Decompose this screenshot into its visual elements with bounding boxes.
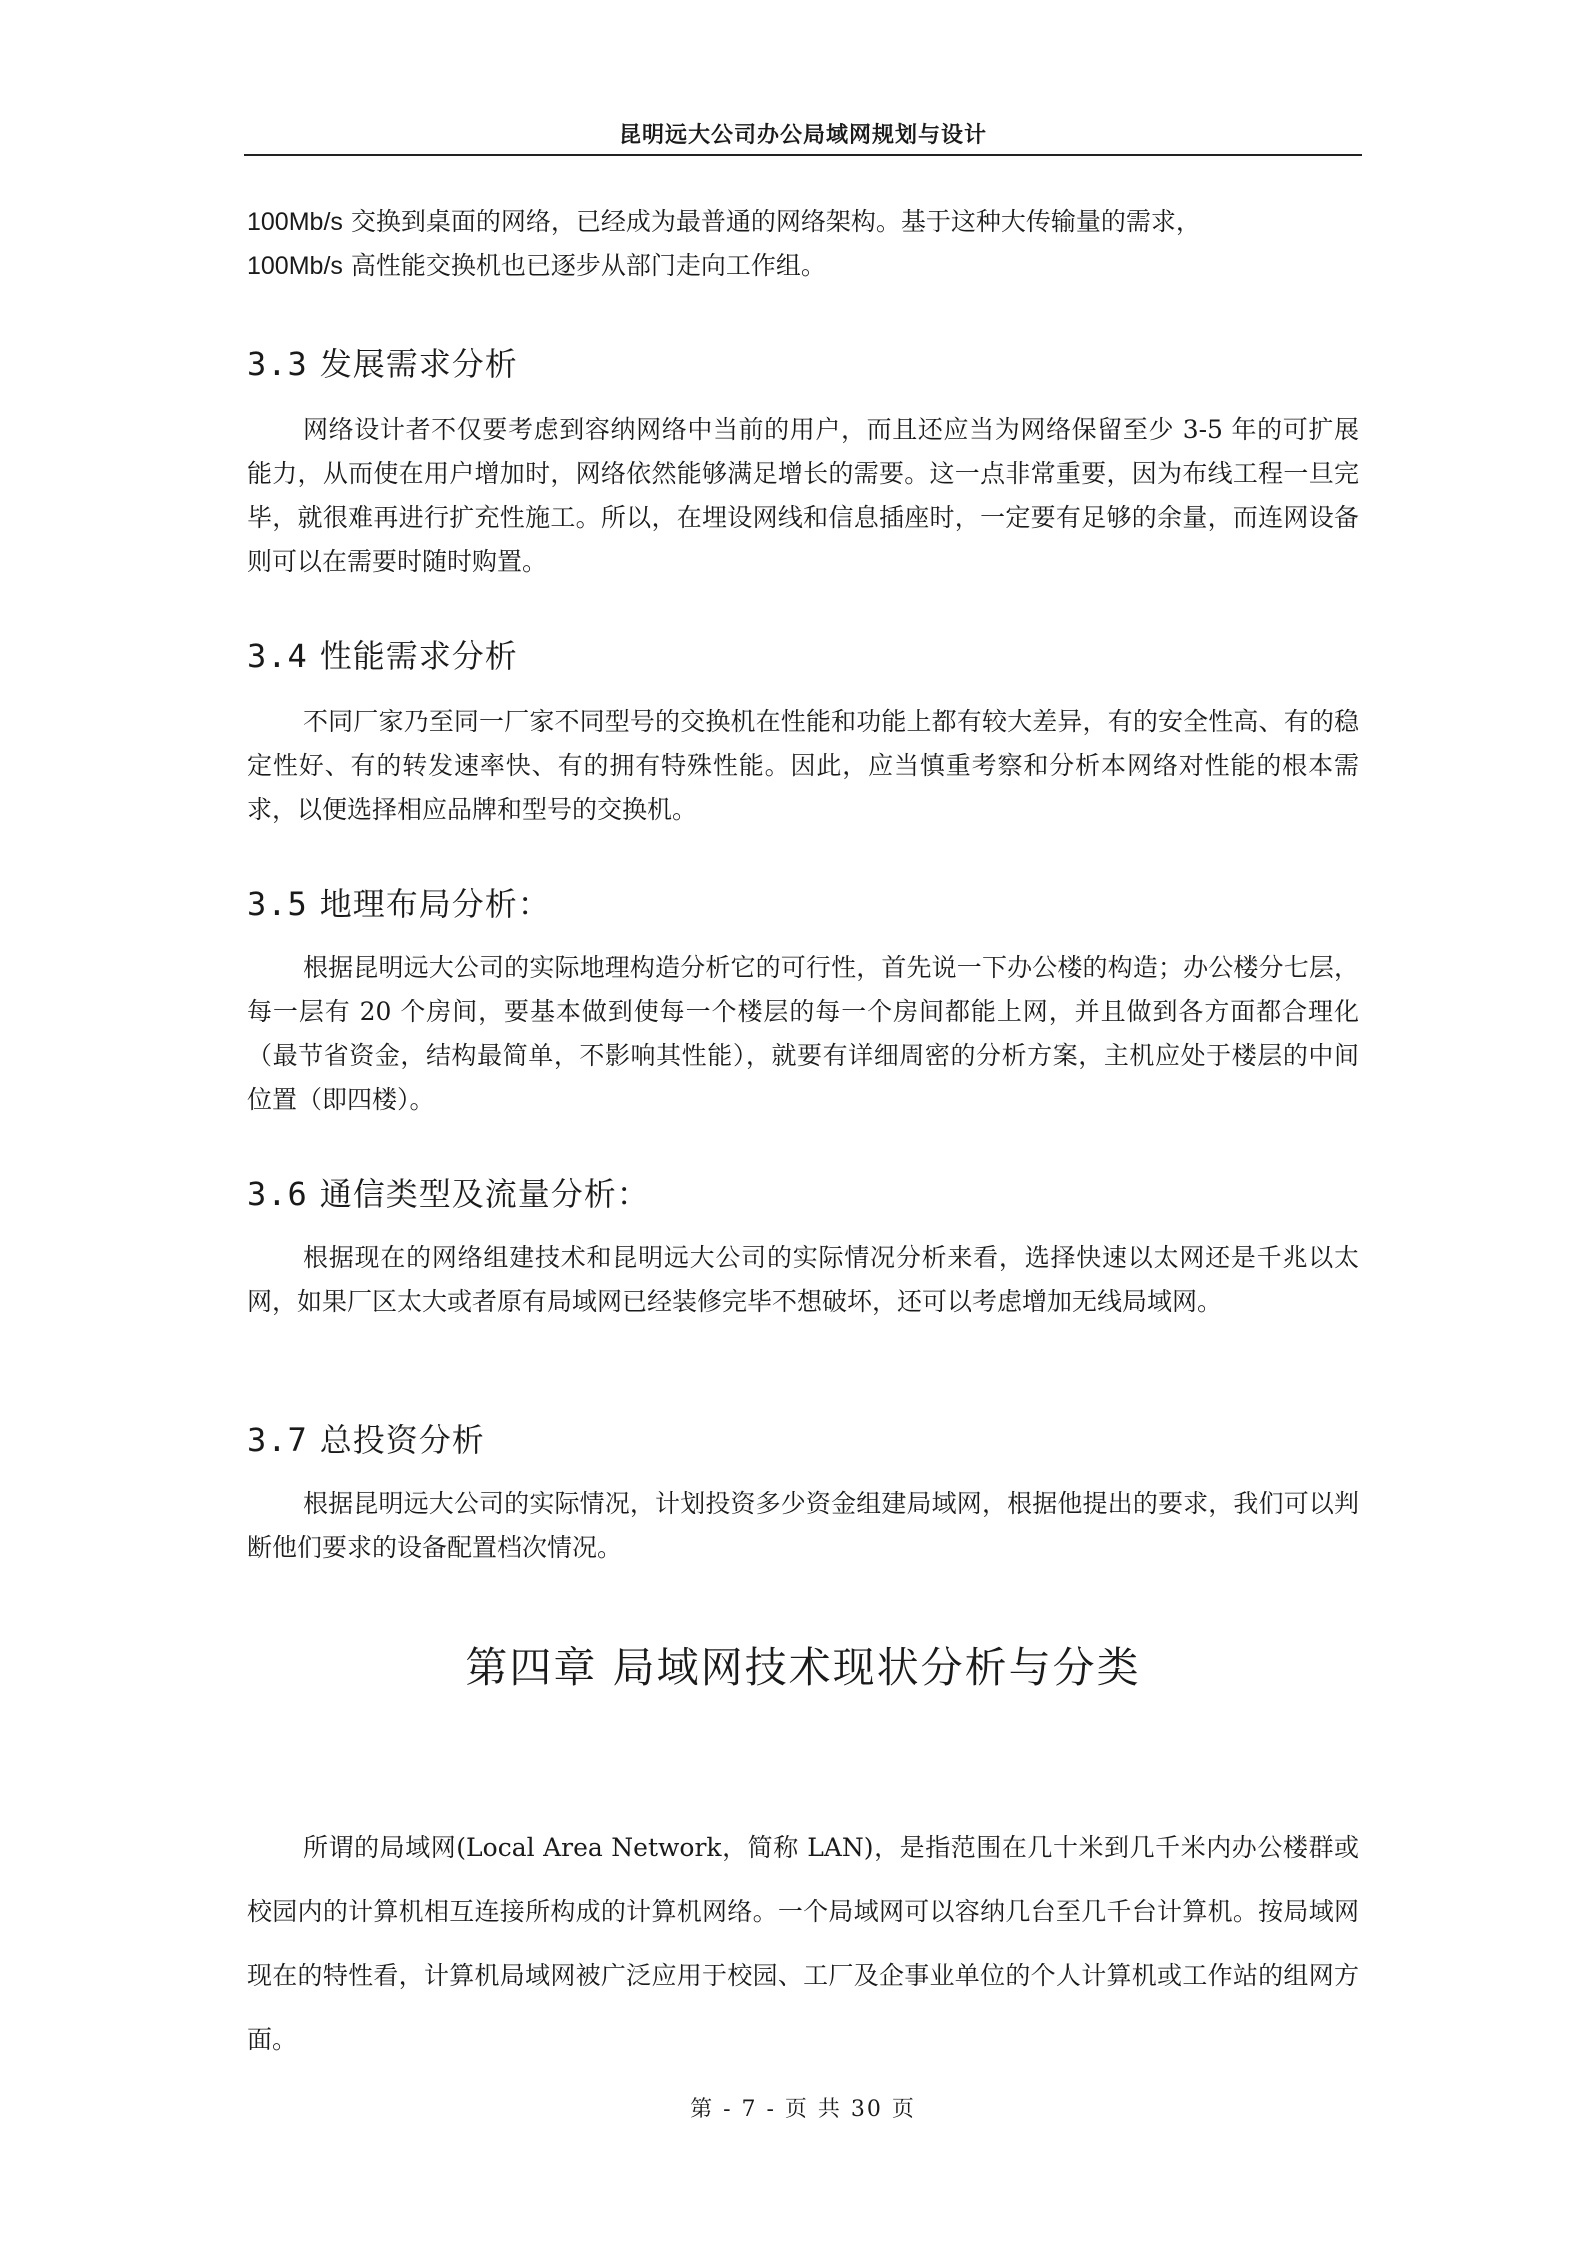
section-heading-3-6 (247, 1174, 1359, 1214)
section-number: 3.7 (247, 1421, 308, 1459)
section-heading-3-3 (247, 344, 1359, 384)
section-heading-3-4 (247, 636, 1359, 676)
section-body-3-7: 根据昆明远大公司的实际情况，计划投资多少资金组建局域网，根据他提出的要求，我们可以判断他们要求的设备配置档次情况。 (247, 1489, 1359, 1562)
section-number: 3.6 (247, 1175, 308, 1213)
section-title: 地理布局分析： (319, 885, 551, 923)
section-title: 发展需求分析 (319, 345, 518, 383)
intro-line1-prefix: 100Mb/s (247, 208, 343, 236)
chapter-paragraph: 所谓的局域网(Local Area Network，简称 LAN)，是指范围在几十米到几千米内办公楼群或校园内的计算机相互连接所构成的计算机网络。一个局域网可以容纳几台至几千台计算机。按局域网现在的特性看，计算机局域网被广泛应用于校园、工厂及企事业单位的个人计算机或工作站的组网方面。 (247, 1833, 1359, 2054)
page-footer: 第 - 7 - 页 共 30 页 (690, 2097, 916, 2122)
intro-line2-prefix: 100Mb/s (247, 252, 343, 280)
section-number: 3.4 (247, 637, 308, 675)
intro-line1-text: 交换到桌面的网络，已经成为最普通的网络架构。基于这种大传输量的需求， (342, 207, 1201, 236)
section-number: 3.3 (247, 345, 308, 383)
header-rule (244, 154, 1362, 156)
section-number: 3.5 (247, 885, 308, 923)
section-heading-3-7 (247, 1420, 1359, 1460)
intro-paragraph (247, 200, 1359, 288)
intro-line2-text: 高性能交换机也已逐步从部门走向工作组。 (342, 251, 826, 280)
section-title: 性能需求分析 (319, 637, 518, 675)
chapter-title: 第四章 局域网技术现状分析与分类 (465, 1643, 1141, 1692)
section-body-3-4: 不同厂家乃至同一厂家不同型号的交换机在性能和功能上都有较大差异，有的安全性高、有的稳定性好、有的转发速率快、有的拥有特殊性能。因此，应当慎重考察和分析本网络对性能的根本需求，以便选择相应品牌和型号的交换机。 (247, 707, 1359, 824)
section-title: 总投资分析 (319, 1421, 485, 1459)
section-body-3-5: 根据昆明远大公司的实际地理构造分析它的可行性，首先说一下办公楼的构造；办公楼分七层，每一层有 20 个房间，要基本做到使每一个楼层的每一个房间都能上网，并且做到各方面都合理化（最节省资金，结构最简单，不影响其性能），就要有详细周密的分析方案，主机应处于楼层的中间位置（即四楼）。 (247, 953, 1359, 1114)
section-heading-3-5 (247, 884, 1359, 924)
section-body-3-6: 根据现在的网络组建技术和昆明远大公司的实际情况分析来看，选择快速以太网还是千兆以太网，如果厂区太大或者原有局域网已经装修完毕不想破坏，还可以考虑增加无线局域网。 (247, 1243, 1359, 1316)
running-header: 昆明远大公司办公局域网规划与设计 (618, 123, 987, 148)
section-title: 通信类型及流量分析： (319, 1175, 650, 1213)
section-body-3-3: 网络设计者不仅要考虑到容纳网络中当前的用户，而且还应当为网络保留至少 3-5 年的可扩展能力，从而使在用户增加时，网络依然能够满足增长的需要。这一点非常重要，因为布线工程一旦完毕，就很难再进行扩充性施工。所以，在埋设网线和信息插座时，一定要有足够的余量，而连网设备则可以在需要时随时购置。 (247, 415, 1359, 576)
